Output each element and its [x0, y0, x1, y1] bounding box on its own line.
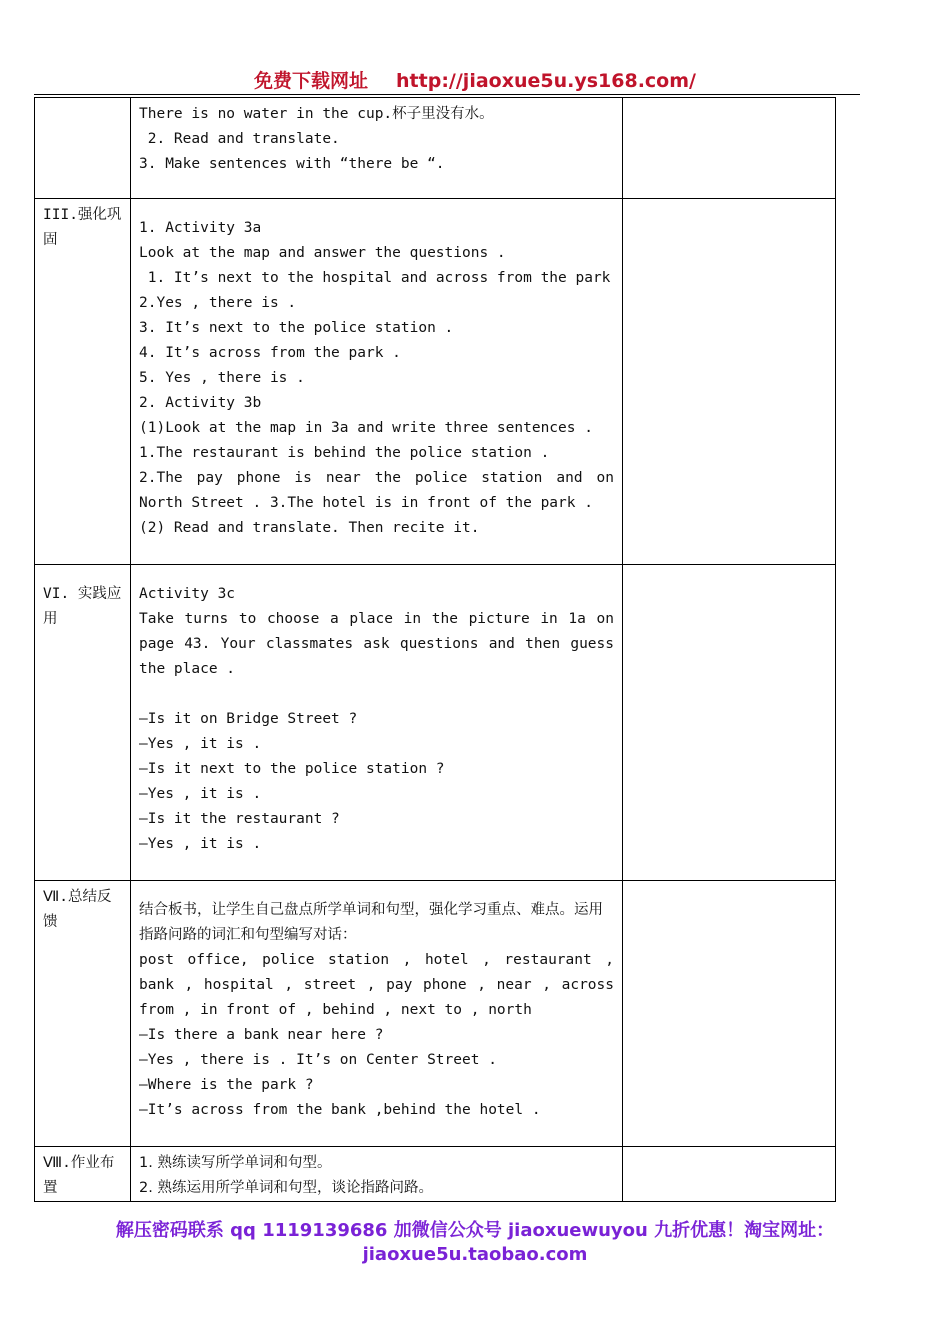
notes-cell: [623, 98, 836, 199]
contact-footer: [0, 1219, 950, 1267]
notes-cell: [623, 199, 836, 565]
stage-label: Ⅶ.总结反馈: [43, 889, 112, 930]
content-line: post office, police station , hotel , restaurant , bank , hospital , street , pay phone , near , across from , in front of , behind , next to , north: [139, 952, 623, 1018]
content-line: [139, 682, 614, 707]
content-line: 1. Activity 3a: [139, 220, 262, 236]
content-line: —Yes , there is . It’s on Center Street .: [139, 1052, 497, 1068]
content-line: 结合板书，让学生自己盘点所学单词和句型，强化学习重点、难点。运用指路问路的词汇和句型编写对话：: [139, 902, 603, 943]
content-cell: [131, 98, 623, 199]
content-line: 2. Read and translate.: [139, 131, 340, 147]
content-line: Take turns to choose a place in the picture in 1a on page 43. Your classmates ask questions and then guess the place .: [139, 611, 623, 677]
notes-cell: [623, 881, 836, 1147]
header-label: 免费下载网址: [254, 70, 369, 92]
notes-cell: [623, 1147, 836, 1202]
header-url-link[interactable]: http://jiaoxue5u.ys168.com/: [396, 70, 696, 92]
header-divider: [34, 94, 860, 95]
table-row: [35, 565, 836, 881]
content-line: —Yes , it is .: [139, 836, 262, 852]
stage-cell: [35, 1147, 131, 1202]
content-line: —Is there a bank near here ?: [139, 1027, 384, 1043]
table-row: [35, 199, 836, 565]
content-line: 2. Activity 3b: [139, 395, 262, 411]
content-line: (1)Look at the map in 3a and write three sentences .: [139, 420, 593, 436]
content-line: 4. It’s across from the park .: [139, 345, 401, 361]
content-line: —Is it next to the police station ?: [139, 761, 445, 777]
content-cell: [131, 199, 623, 565]
notes-cell: [623, 565, 836, 881]
content-line: 1.The restaurant is behind the police station .: [139, 445, 550, 461]
stage-cell: [35, 881, 131, 1147]
table-row: [35, 98, 836, 199]
content-line: 2.Yes , there is .: [139, 295, 297, 311]
stage-cell: [35, 199, 131, 565]
content-line: 1. 熟练读写所学单词和句型。: [139, 1155, 332, 1171]
content-line: —Is it the restaurant ?: [139, 811, 340, 827]
footer-contact-line: 解压密码联系 qq 1119139686 加微信公众号 jiaoxuewuyou 九折优惠！淘宝网址：: [115, 1220, 835, 1241]
stage-label: III.强化巩固: [43, 207, 122, 248]
table-row: [35, 1147, 836, 1202]
lesson-plan-table: [34, 97, 836, 1202]
content-line: 2.The pay phone is near the police station and on North Street . 3.The hotel is in front of the park .: [139, 470, 623, 511]
content-line: 3. It’s next to the police station .: [139, 320, 454, 336]
content-line: 3. Make sentences with “there be “.: [139, 156, 445, 172]
stage-label: Ⅷ.作业布置: [43, 1155, 115, 1196]
content-line: 2. 熟练运用所学单词和句型，谈论指路问路。: [139, 1180, 433, 1196]
content-line: —Where is the park ?: [139, 1077, 314, 1093]
content-line: 5. Yes , there is .: [139, 370, 305, 386]
content-line: There is no water in the cup.杯子里没有水。: [139, 106, 494, 122]
download-site-header: [0, 66, 950, 93]
content-cell: [131, 565, 623, 881]
content-line: Activity 3c: [139, 586, 236, 602]
content-line: 1. It’s next to the hospital and across from the park: [139, 270, 611, 286]
table-row: [35, 881, 836, 1147]
stage-cell: [35, 565, 131, 881]
content-cell: [131, 1147, 623, 1202]
content-line: —Is it on Bridge Street ?: [139, 711, 358, 727]
stage-cell: [35, 98, 131, 199]
content-line: (2) Read and translate. Then recite it.: [139, 520, 480, 536]
content-line: —Yes , it is .: [139, 736, 262, 752]
content-line: —Yes , it is .: [139, 786, 262, 802]
footer-shop-link[interactable]: jiaoxue5u.taobao.com: [362, 1244, 588, 1265]
content-line: —It’s across from the bank ,behind the hotel .: [139, 1102, 541, 1118]
content-cell: [131, 881, 623, 1147]
content-line: Look at the map and answer the questions .: [139, 245, 506, 261]
stage-label: VI. 实践应用: [43, 586, 122, 627]
